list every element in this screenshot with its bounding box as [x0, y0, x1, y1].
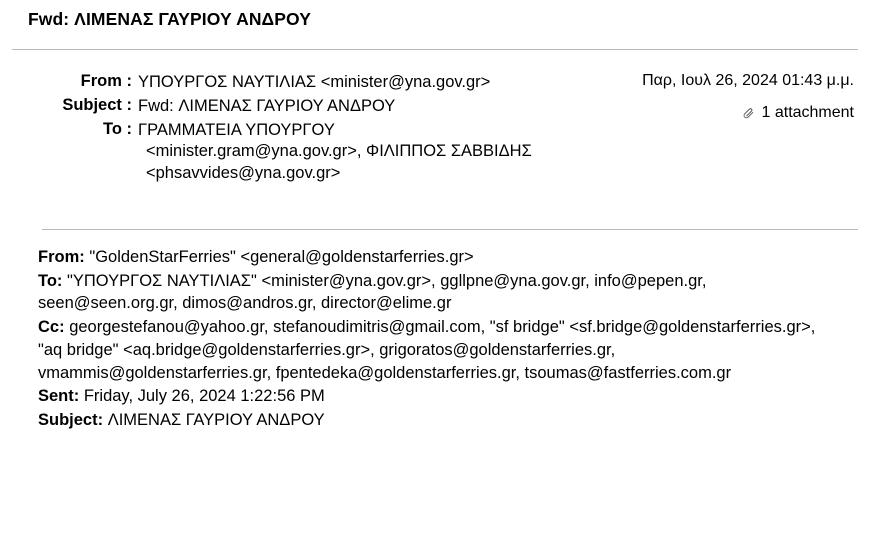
quoted-row-cc: [38, 316, 828, 384]
header-right-column: [554, 72, 854, 122]
quoted-cc-label: Cc:: [38, 318, 65, 337]
quoted-cc-value[interactable]: georgestefanou@yahoo.gr, stefanoudimitris@gmail.com, "sf bridge" <sf.bridge@goldenstarferries.gr>, "aq bridge" <aq.bridge@goldenstarferries.gr>, grigoratos@goldenstarferries.gr, vmammis@goldenstarferries.gr, fpentedeka@goldenstarferries.gr, tsoumas@fastferries.com.gr: [38, 318, 816, 382]
quoted-row-subject: [38, 409, 828, 432]
quoted-message-block: [0, 230, 828, 432]
quoted-from-label: From:: [38, 247, 85, 266]
quoted-row-to: [38, 270, 828, 316]
title-divider: [12, 49, 858, 50]
attachment-count-label: 1 attachment: [761, 104, 854, 121]
quoted-row-sent: [38, 385, 828, 408]
quoted-to-value[interactable]: "ΥΠΟΥΡΓΟΣ ΝΑΥΤΙΛΙΑΣ" <minister@yna.gov.gr>, ggllpne@yna.gov.gr, info@pepen.gr, seen@seen.org.gr, dimos@andros.gr, director@elime.gr: [38, 271, 707, 313]
attachment-indicator[interactable]: [554, 104, 854, 122]
quoted-sent-value: Friday, July 26, 2024 1:22:56 PM: [83, 387, 325, 406]
to-label: To :: [102, 119, 132, 138]
quoted-from-value[interactable]: "GoldenStarFerries" <general@goldenstarferries.gr>: [89, 247, 474, 266]
quoted-to-label: To:: [38, 271, 63, 290]
page-title: Fwd: ΛΙΜΕΝΑΣ ΓΑΥΡΙΟΥ ΑΝΔΡΟΥ: [28, 9, 312, 29]
quoted-row-from: [38, 246, 828, 269]
to-value-line-3: <phsavvides@yna.gov.gr>: [146, 164, 341, 183]
subject-label: Subject :: [62, 95, 132, 114]
from-label: From :: [80, 72, 132, 90]
quoted-sent-label: Sent:: [38, 387, 80, 406]
quoted-subject-value: ΛΙΜΕΝΑΣ ΓΑΥΡΙΟΥ ΑΝΔΡΟΥ: [107, 411, 325, 430]
to-value-line-2: <minister.gram@yna.gov.gr>, ΦΙΛΙΠΠΟΣ ΣΑΒΒΙΔΗΣ: [146, 142, 532, 161]
to-value-line-1: ΓΡΑΜΜΑΤΕΙΑ ΥΠΟΥΡΓΟΥ: [138, 120, 335, 139]
quoted-subject-label: Subject:: [38, 411, 104, 430]
paperclip-icon: [741, 105, 756, 121]
subject-value: Fwd: ΛΙΜΕΝΑΣ ΓΑΥΡΙΟΥ ΑΝΔΡΟΥ: [138, 96, 396, 115]
message-header-block: [0, 72, 870, 185]
from-value[interactable]: ΥΠΟΥΡΓΟΣ ΝΑΥΤΙΛΙΑΣ <minister@yna.gov.gr>: [138, 73, 491, 91]
header-row-to: [46, 120, 870, 185]
message-date: Παρ, Ιουλ 26, 2024 01:43 μ.μ.: [642, 72, 854, 89]
to-value[interactable]: [138, 120, 532, 185]
